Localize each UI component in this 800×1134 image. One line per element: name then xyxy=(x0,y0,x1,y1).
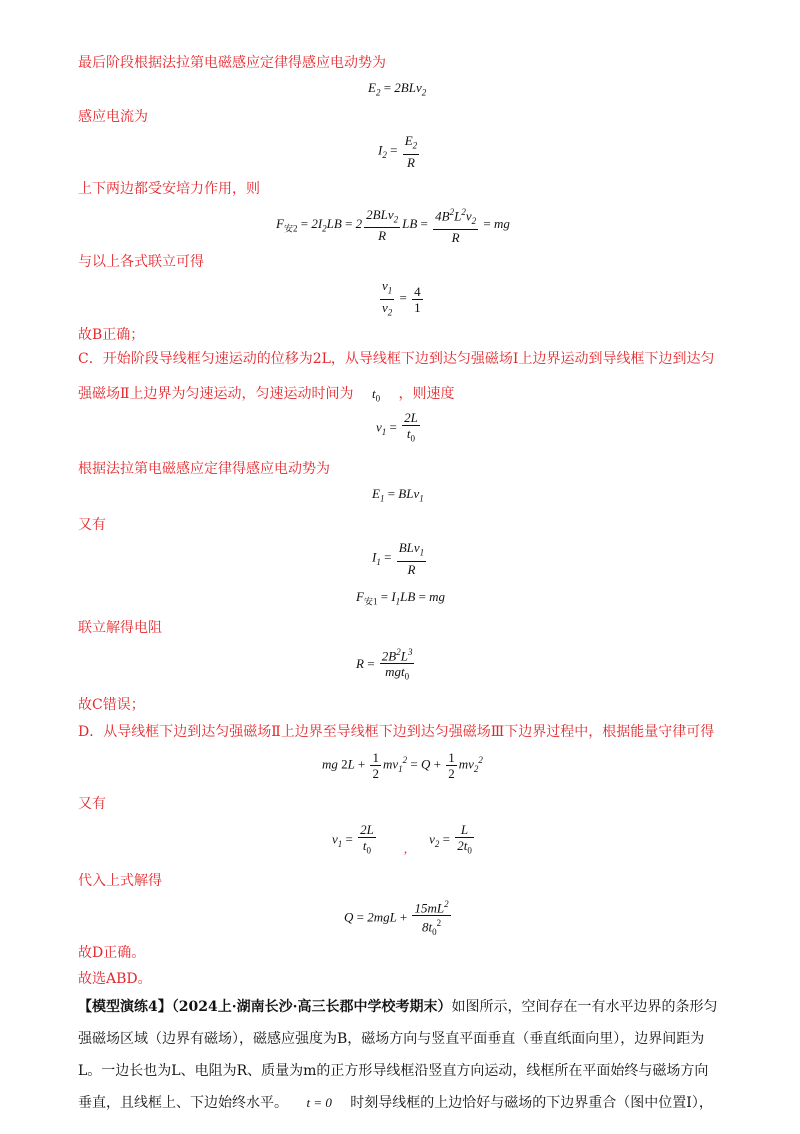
formula-i1: $I_1$ = $\frac{BLv_1}{R}$ xyxy=(372,540,425,577)
answer-text-ampere: 上下两边都受安培力作用，则 xyxy=(78,181,260,197)
answer-text-resistance: 联立解得电阻 xyxy=(78,620,162,636)
option-c-pre-text: 强磁场Ⅱ上边界为匀速运动，匀速运动时间为 xyxy=(78,386,354,402)
question-line-3: L。一边长也为L、电阻为R、质量为m的正方形导线框沿竖直方向运动，线框所在平面始终与磁场方向 xyxy=(78,1063,709,1079)
question-source: （2024上·湖南长沙·高三长郡中学校考期末） xyxy=(171,999,452,1015)
question-text-4b: 时刻导线框的上边恰好与磁场的下边界重合（图中位置Ⅰ）， xyxy=(350,1095,713,1111)
formula-v1: $v_1$ = $\frac{2L}{t_0}$ xyxy=(376,410,418,444)
formula-q: Q = 2mgL + $\frac{15mL^2}{8t_0^2}$ xyxy=(344,899,449,938)
answer-text-option-d: D．从导线框下边到达匀强磁场Ⅱ上边界至导线框下边到达匀强磁场Ⅲ下边界过程中，根据能量守律可得 xyxy=(78,724,715,740)
question-block xyxy=(78,991,728,1119)
formula-f2: $F_{安2} = 2I_2LB = 2$ $\frac{2BLv_2}{R}$ LB = $\frac{4B^2L^2v_2}{R}$ = mg xyxy=(276,206,510,245)
answer-text-substitute: 代入上式解得 xyxy=(78,873,162,889)
answer-text-also-c: 又有 xyxy=(78,517,106,533)
formula-v1-v2: $v_1$ = $\frac{2L}{t_0}$ $,v_2$ = $\frac{L}{2t_0}$ xyxy=(332,822,472,857)
answer-text-also-d: 又有 xyxy=(78,796,106,812)
answer-text-final-choice: 故选ABD。 xyxy=(78,971,152,987)
question-text-4a: 垂直，且线框上、下边始终水平。 xyxy=(78,1095,288,1111)
answer-text-option-c: C．开始阶段导线框匀速运动的位移为2L，从导线框下边到达匀强磁场I上边界运动到导线框下边到达匀 xyxy=(78,351,715,367)
formula-t-zero: t = 0 xyxy=(306,1095,332,1110)
answer-text-d-correct: 故D正确。 xyxy=(78,945,146,961)
formula-v-ratio: $\frac{v_1}{v_2}$ = $\frac{4}{1}$ xyxy=(382,278,421,318)
formula-e2: $E_2 = 2BLv_2$ xyxy=(368,80,427,98)
answer-text-combine: 与以上各式联立可得 xyxy=(78,254,204,270)
question-line-2: 强磁场区域（边界有磁场），磁感应强度为B，磁场方向与竖直平面垂直（垂直纸面向里），边界间距为 xyxy=(78,1031,705,1047)
answer-text-option-c-cont xyxy=(78,385,455,408)
question-line-4 xyxy=(78,1087,728,1119)
formula-e1: $E_1 = BLv_1$ xyxy=(372,486,424,504)
question-tag: 【模型演练4】 xyxy=(78,999,172,1015)
option-c-post-text: ，则速度 xyxy=(398,386,455,402)
formula-r: R = $\frac{2B^2L^3}{mgt_0}$ xyxy=(356,647,413,682)
formula-f1: $F_{安1} = I_1LB$ = mg xyxy=(356,589,446,607)
formula-energy: mg 2L + $\frac{1}{2}$ $mv_1^2 = Q$ + $\frac{1}{2}$ $mv_2^2$ xyxy=(322,750,483,781)
answer-text-b-correct: 故B正确； xyxy=(78,327,145,343)
formula-t0: $t_0$ xyxy=(371,386,381,404)
formula-i2: $I_2$ = $\frac{E_2}{R}$ xyxy=(378,133,418,170)
question-line-1 xyxy=(78,991,728,1023)
answer-text-emf-c: 根据法拉第电磁感应定律得感应电动势为 xyxy=(78,461,330,477)
question-text-1: 如图所示，空间存在一有水平边界的条形匀 xyxy=(451,999,718,1015)
answer-text-emf-final: 最后阶段根据法拉第电磁感应定律得感应电动势为 xyxy=(78,55,386,71)
answer-text-current: 感应电流为 xyxy=(78,109,148,125)
answer-text-c-wrong: 故C错误； xyxy=(78,697,145,713)
